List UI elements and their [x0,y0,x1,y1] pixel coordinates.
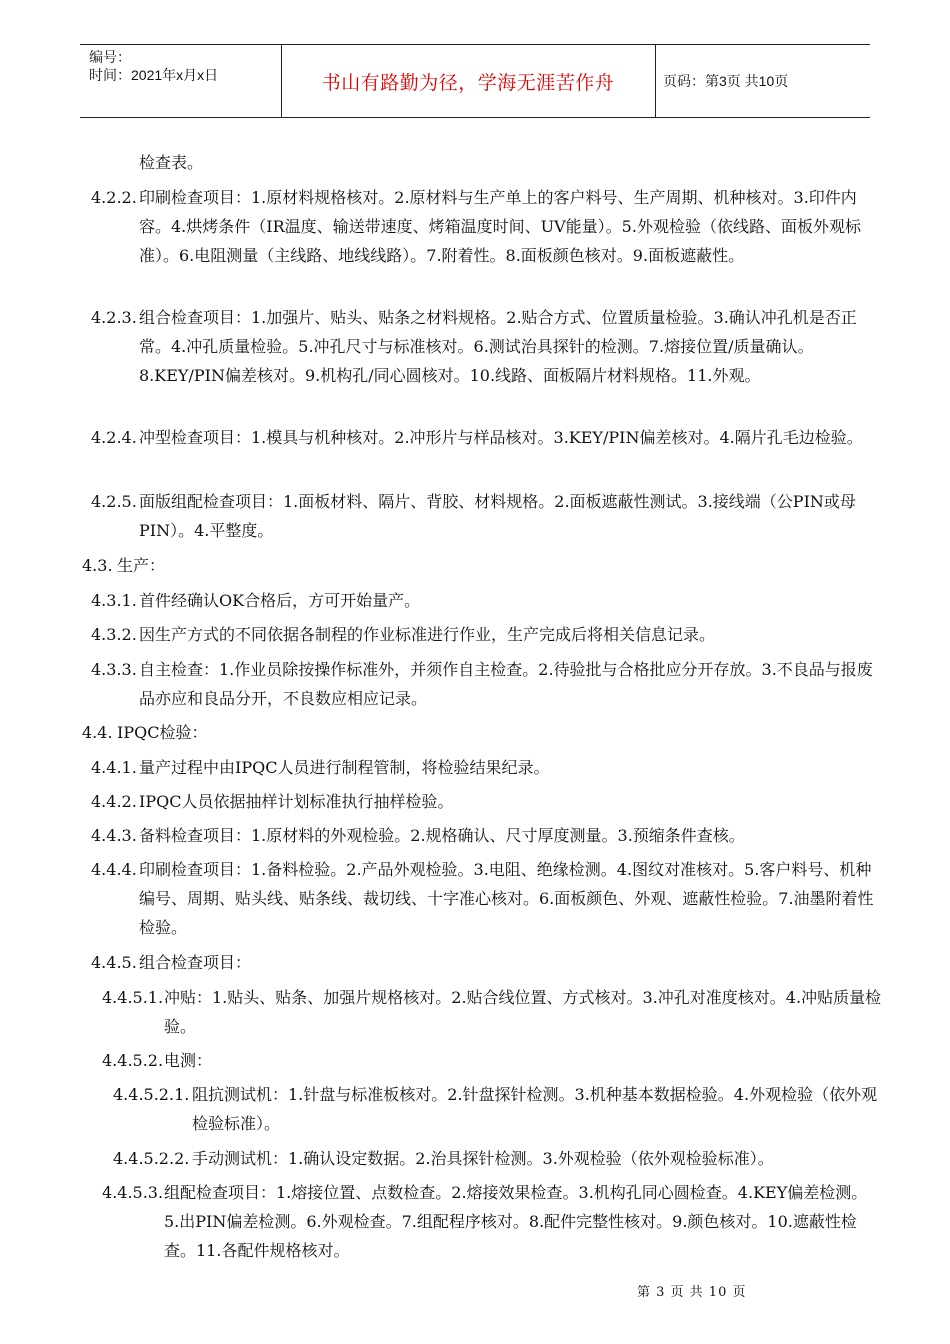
list-item [91,183,879,270]
list-item-text: 阻抗测试机：1.针盘与标准板核对。2.针盘探针检测。3.机种基本数据检验。4.外观检验（依外观检验标准）。 [192,1085,878,1133]
list-item-number: 4.4.2. [91,792,137,811]
list-item [91,948,879,977]
list-item-text: 检查表。 [139,153,204,172]
list-item-text: 备料检查项目：1.原材料的外观检验。2.规格确认、尺寸厚度测量。3.预缩条件查核。 [139,826,745,845]
list-item [91,655,879,713]
section-title: IPQC检验： [117,723,208,742]
page-header [80,44,870,118]
list-item [91,821,899,850]
header-divider [655,44,656,118]
document-date-label: 时间：2021年x月x日 [89,67,219,83]
list-item-number: 4.4.5.1. [102,988,164,1007]
list-item [113,1080,882,1138]
list-item-number: 4.4.5.3. [102,1183,164,1202]
list-item-number: 4.2.5. [91,492,137,511]
list-item-text: 面版组配检查项目：1.面板材料、隔片、背胶、材料规格。2.面板遮蔽性测试。3.接线端（公PIN或母PIN）。4.平整度。 [139,492,856,540]
list-item-text: 印刷检查项目：1.原材料规格核对。2.原材料与生产单上的客户料号、生产周期、机种核对。3.印件内容。4.烘烤条件（IR温度、输送带速度、烤箱温度时间、UV能量）。5.外观检验（依线路、面板外观标准）。6.电阻测量（主线路、地线线路）。7.附着性。8.面板颜色核对。9.面板遮蔽性。 [139,188,861,265]
list-item-number: 4.4.5.2.2. [113,1149,190,1168]
list-item-text: 量产过程中由IPQC人员进行制程管制，将检验结果纪录。 [139,758,550,777]
list-item-text: 自主检查：1.作业员除按操作标准外，并须作自主检查。2.待验批与合格批应分开存放。3.不良品与报废品亦应和良品分开，不良数应相应记录。 [139,660,873,708]
list-item [102,1046,894,1075]
list-item-number: 4.4.3. [91,826,137,845]
list-item-text: 首件经确认OK合格后，方可开始量产。 [139,591,421,610]
list-item-text: 冲贴：1.贴头、贴条、加强片规格核对。2.贴合线位置、方式核对。3.冲孔对准度核对。4.冲贴质量检验。 [164,988,882,1036]
list-item-number: 4.4.4. [91,860,137,879]
list-item-number: 4.2.2. [91,188,137,207]
list-item-text: 手动测试机：1.确认设定数据。2.治具探针检测。3.外观检验（依外观检验标准）。 [192,1149,774,1168]
list-item-number: 4.3.1. [91,591,137,610]
list-item-text: 组配检查项目：1.熔接位置、点数检查。2.熔接效果检查。3.机构孔同心圆检查。4.KEY偏差检测。5.出PIN偏差检测。6.外观检查。7.组配程序核对。8.配件完整性核对。9.颜色核对。10.遮蔽性检查。11.各配件规格核对。 [164,1183,868,1260]
list-item [91,620,899,649]
section-number: 4.3. [82,556,113,575]
list-item-number: 4.2.3. [91,308,137,327]
header-meta [89,48,218,84]
list-item [139,148,879,177]
list-item-text: 电测： [164,1051,213,1070]
document-code-label: 编号： [89,49,131,65]
list-item [91,787,879,816]
list-item-number: 4.4.5.2.1. [113,1085,190,1104]
header-page-number: 页码：第3页 共10页 [663,73,789,89]
list-item [91,487,879,545]
header-motto: 书山有路勤为径，学海无涯苦作舟 [321,71,615,94]
section-heading [82,551,877,580]
page-footer: 第 3 页 共 10 页 [637,1285,747,1300]
list-item [113,1144,892,1173]
list-item-number: 4.3.3. [91,660,137,679]
list-item-text: 因生产方式的不同依据各制程的作业标准进行作业，生产完成后将相关信息记录。 [139,625,716,644]
list-item [102,983,894,1041]
list-item [91,423,879,452]
list-item-number: 4.4.5.2. [102,1051,164,1070]
list-item [91,586,879,615]
list-item-text: 印刷检查项目：1.备料检验。2.产品外观检验。3.电阻、绝缘检测。4.图纹对准核对。5.客户料号、机种编号、周期、贴头线、贴条线、裁切线、十字准心核对。6.面板颜色、外观、遮蔽性检验。7.油墨附着性检验。 [139,860,874,937]
list-item-number: 4.3.2. [91,625,137,644]
section-heading [82,718,877,747]
list-item [91,855,879,942]
list-item-text: 组合检查项目： [139,953,252,972]
list-item-text: 冲型检查项目：1.模具与机种核对。2.冲形片与样品核对。3.KEY/PIN偏差核对。4.隔片孔毛边检验。 [139,428,863,447]
list-item [91,753,879,782]
list-item-number: 4.2.4. [91,428,137,447]
list-item-number: 4.4.5. [91,953,137,972]
list-item-number: 4.4.1. [91,758,137,777]
section-title: 生产： [117,556,166,575]
section-number: 4.4. [82,723,113,742]
list-item [102,1178,878,1265]
list-item-text: IPQC人员依据抽样计划标准执行抽样检验。 [139,792,454,811]
list-item [91,303,879,390]
list-item-text: 组合检查项目：1.加强片、贴头、贴条之材料规格。2.贴合方式、位置质量检验。3.确认冲孔机是否正常。4.冲孔质量检验。5.冲孔尺寸与标准核对。6.测试治具探针的检测。7.熔接位置/质量确认。8.KEY/PIN偏差核对。9.机构孔/同心圆核对。10.线路、面板隔片材料规格。11.外观。 [139,308,857,385]
